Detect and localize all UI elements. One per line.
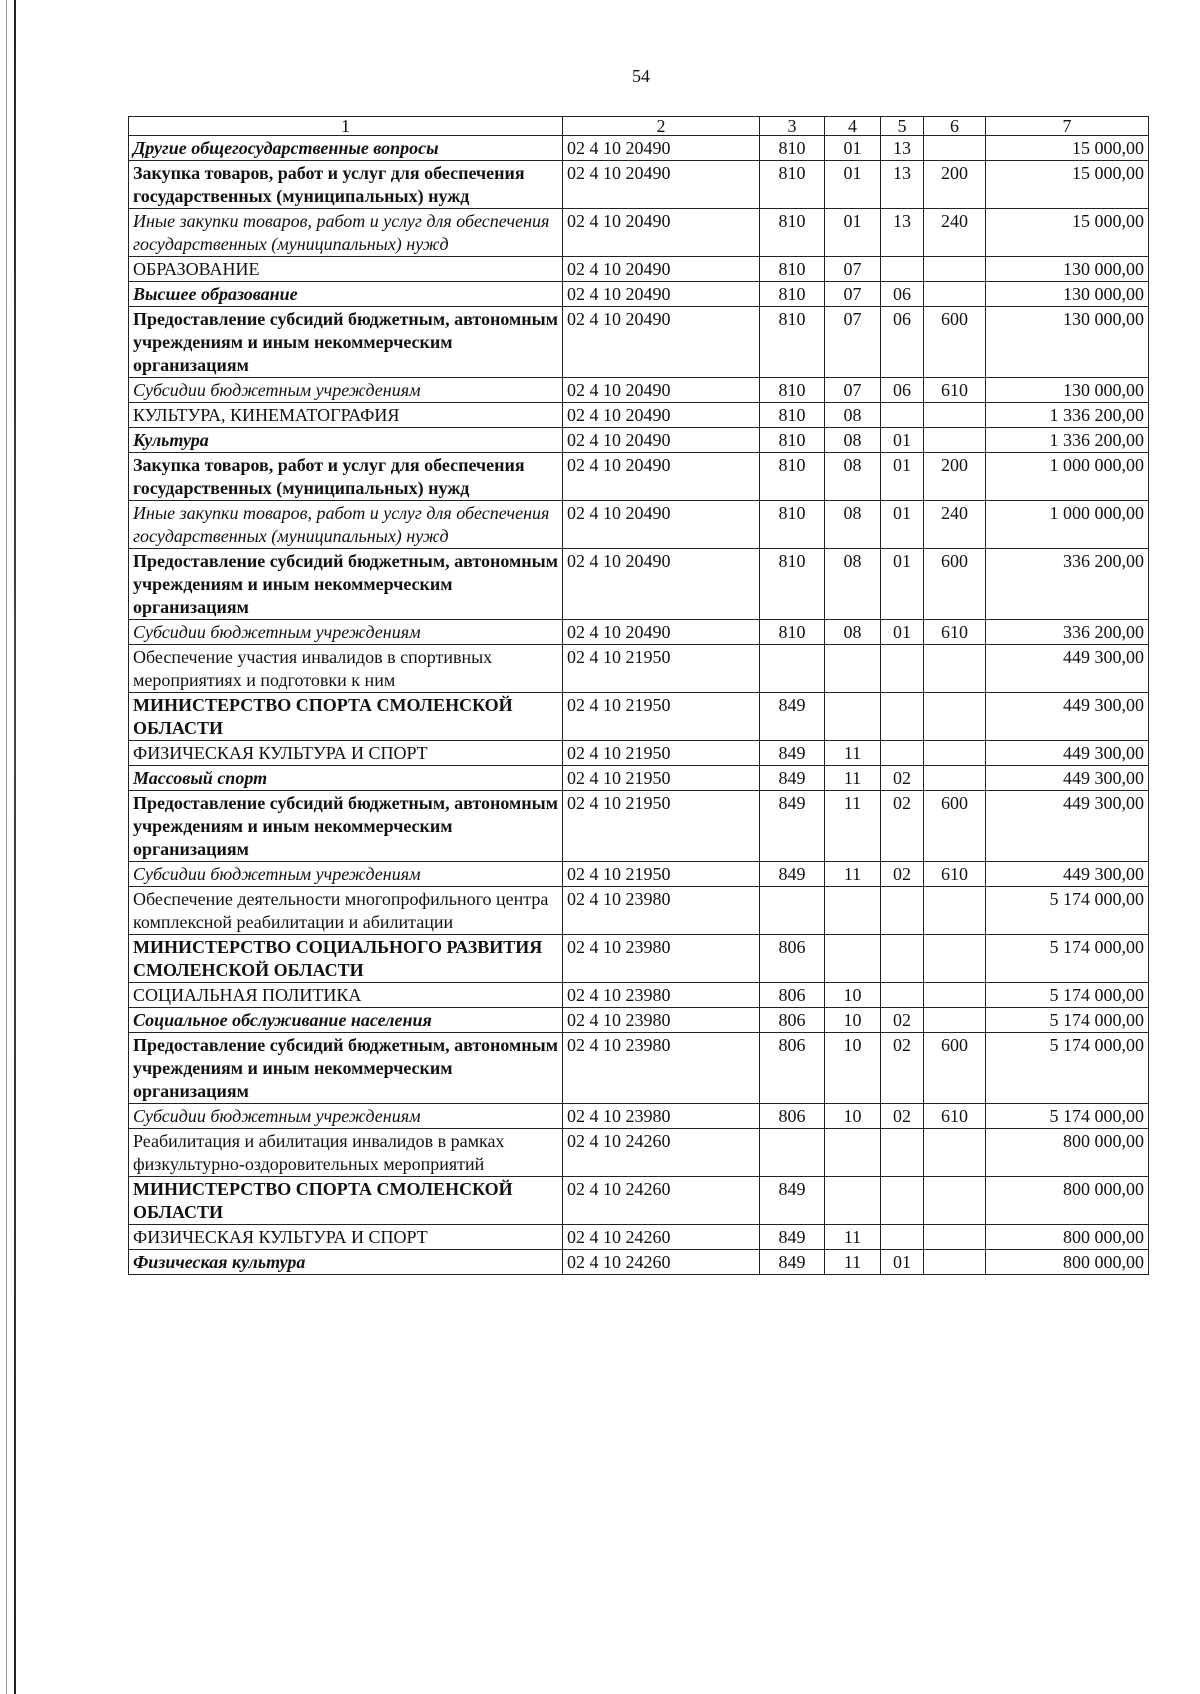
row-col5-cell: 01 [881, 549, 924, 620]
row-col6-cell [924, 1177, 986, 1225]
row-name-cell: ФИЗИЧЕСКАЯ КУЛЬТУРА И СПОРТ [129, 1225, 563, 1250]
row-col3-cell: 810 [760, 428, 825, 453]
row-col5-cell: 01 [881, 428, 924, 453]
table-row [129, 257, 1149, 282]
row-col4-cell: 11 [825, 741, 881, 766]
row-col4-cell: 01 [825, 136, 881, 161]
row-col5-cell: 01 [881, 501, 924, 549]
row-col6-cell [924, 766, 986, 791]
table-row [129, 766, 1149, 791]
row-name-cell: Субсидии бюджетным учреждениям [129, 620, 563, 645]
row-name-cell: Реабилитация и абилитация инвалидов в рамках физкультурно-оздоровительных мероприятий [129, 1129, 563, 1177]
row-col3-cell: 810 [760, 257, 825, 282]
row-col3-cell: 810 [760, 136, 825, 161]
row-amount-cell: 5 174 000,00 [986, 983, 1149, 1008]
row-col5-cell: 01 [881, 1250, 924, 1275]
table-row [129, 136, 1149, 161]
row-col6-cell: 600 [924, 791, 986, 862]
table-row [129, 378, 1149, 403]
row-code-cell: 02 4 10 24260 [563, 1177, 760, 1225]
table-row [129, 1008, 1149, 1033]
budget-table [128, 116, 1149, 1275]
row-col5-cell [881, 935, 924, 983]
row-amount-cell: 800 000,00 [986, 1225, 1149, 1250]
row-col5-cell [881, 983, 924, 1008]
table-row [129, 282, 1149, 307]
row-col3-cell: 806 [760, 1104, 825, 1129]
row-code-cell: 02 4 10 20490 [563, 403, 760, 428]
row-col6-cell [924, 887, 986, 935]
header-cell-1: 1 [129, 117, 563, 136]
row-col5-cell: 02 [881, 862, 924, 887]
row-col5-cell: 01 [881, 620, 924, 645]
row-col4-cell: 11 [825, 766, 881, 791]
row-name-cell: Закупка товаров, работ и услуг для обеспечения государственных (муниципальных) нужд [129, 161, 563, 209]
row-col3-cell: 810 [760, 549, 825, 620]
row-col5-cell: 02 [881, 766, 924, 791]
table-row [129, 307, 1149, 378]
table-row [129, 209, 1149, 257]
row-code-cell: 02 4 10 20490 [563, 620, 760, 645]
row-name-cell: ФИЗИЧЕСКАЯ КУЛЬТУРА И СПОРТ [129, 741, 563, 766]
row-col5-cell: 02 [881, 791, 924, 862]
row-name-cell: СОЦИАЛЬНАЯ ПОЛИТИКА [129, 983, 563, 1008]
table-row [129, 791, 1149, 862]
row-col3-cell: 810 [760, 282, 825, 307]
row-code-cell: 02 4 10 23980 [563, 887, 760, 935]
header-cell-2: 2 [563, 117, 760, 136]
row-amount-cell: 5 174 000,00 [986, 1008, 1149, 1033]
table-row [129, 935, 1149, 983]
table-row [129, 1177, 1149, 1225]
row-code-cell: 02 4 10 20490 [563, 161, 760, 209]
row-name-cell: Обеспечение участия инвалидов в спортивных мероприятиях и подготовки к ним [129, 645, 563, 693]
row-name-cell: Другие общегосударственные вопросы [129, 136, 563, 161]
row-name-cell: ОБРАЗОВАНИЕ [129, 257, 563, 282]
row-col3-cell: 810 [760, 501, 825, 549]
row-col5-cell [881, 257, 924, 282]
row-amount-cell: 1 000 000,00 [986, 501, 1149, 549]
row-code-cell: 02 4 10 20490 [563, 549, 760, 620]
table-row [129, 620, 1149, 645]
row-amount-cell: 1 336 200,00 [986, 403, 1149, 428]
row-col3-cell: 806 [760, 1008, 825, 1033]
table-row [129, 983, 1149, 1008]
row-code-cell: 02 4 10 23980 [563, 1033, 760, 1104]
row-col3-cell: 810 [760, 307, 825, 378]
page-number: 54 [632, 66, 650, 86]
row-col3-cell: 810 [760, 378, 825, 403]
row-code-cell: 02 4 10 20490 [563, 257, 760, 282]
row-name-cell: МИНИСТЕРСТВО СОЦИАЛЬНОГО РАЗВИТИЯ СМОЛЕНСКОЙ ОБЛАСТИ [129, 935, 563, 983]
row-amount-cell: 449 300,00 [986, 645, 1149, 693]
row-name-cell: Закупка товаров, работ и услуг для обеспечения государственных (муниципальных) нужд [129, 453, 563, 501]
row-amount-cell: 336 200,00 [986, 549, 1149, 620]
row-code-cell: 02 4 10 21950 [563, 791, 760, 862]
row-name-cell: МИНИСТЕРСТВО СПОРТА СМОЛЕНСКОЙ ОБЛАСТИ [129, 1177, 563, 1225]
row-amount-cell: 449 300,00 [986, 693, 1149, 741]
header-cell-3: 3 [760, 117, 825, 136]
row-col6-cell [924, 136, 986, 161]
row-col3-cell [760, 887, 825, 935]
row-col4-cell [825, 645, 881, 693]
row-col5-cell: 06 [881, 282, 924, 307]
row-name-cell: Субсидии бюджетным учреждениям [129, 378, 563, 403]
row-amount-cell: 1 336 200,00 [986, 428, 1149, 453]
row-col3-cell: 849 [760, 862, 825, 887]
row-col6-cell: 240 [924, 501, 986, 549]
row-col5-cell: 13 [881, 136, 924, 161]
row-code-cell: 02 4 10 20490 [563, 453, 760, 501]
header-cell-5: 5 [881, 117, 924, 136]
table-row [129, 161, 1149, 209]
row-col5-cell [881, 887, 924, 935]
row-col3-cell [760, 1129, 825, 1177]
row-code-cell: 02 4 10 23980 [563, 935, 760, 983]
row-code-cell: 02 4 10 21950 [563, 766, 760, 791]
row-col4-cell: 10 [825, 1033, 881, 1104]
row-code-cell: 02 4 10 20490 [563, 209, 760, 257]
row-col6-cell: 600 [924, 1033, 986, 1104]
row-code-cell: 02 4 10 24260 [563, 1129, 760, 1177]
row-col4-cell: 07 [825, 378, 881, 403]
row-code-cell: 02 4 10 23980 [563, 1104, 760, 1129]
row-amount-cell: 800 000,00 [986, 1129, 1149, 1177]
scan-binding-edge [14, 0, 16, 1694]
row-col3-cell: 810 [760, 620, 825, 645]
row-name-cell: КУЛЬТУРА, КИНЕМАТОГРАФИЯ [129, 403, 563, 428]
row-col3-cell: 849 [760, 741, 825, 766]
row-amount-cell: 5 174 000,00 [986, 1033, 1149, 1104]
row-code-cell: 02 4 10 20490 [563, 307, 760, 378]
row-col6-cell: 200 [924, 453, 986, 501]
table-row [129, 645, 1149, 693]
row-col3-cell: 849 [760, 1225, 825, 1250]
row-col6-cell [924, 645, 986, 693]
header-cell-6: 6 [924, 117, 986, 136]
row-name-cell: Предоставление субсидий бюджетным, автономным учреждениям и иным некоммерческим организациям [129, 549, 563, 620]
row-col5-cell: 06 [881, 378, 924, 403]
row-col6-cell [924, 282, 986, 307]
row-col6-cell [924, 1129, 986, 1177]
row-code-cell: 02 4 10 20490 [563, 428, 760, 453]
row-amount-cell: 15 000,00 [986, 161, 1149, 209]
table-row [129, 887, 1149, 935]
row-col4-cell: 07 [825, 282, 881, 307]
row-code-cell: 02 4 10 24260 [563, 1225, 760, 1250]
row-col5-cell: 02 [881, 1008, 924, 1033]
header-cell-7: 7 [986, 117, 1149, 136]
row-name-cell: Высшее образование [129, 282, 563, 307]
row-col4-cell: 08 [825, 620, 881, 645]
table-row [129, 1225, 1149, 1250]
table-row [129, 501, 1149, 549]
row-code-cell: 02 4 10 21950 [563, 645, 760, 693]
row-col6-cell: 600 [924, 549, 986, 620]
row-col3-cell: 849 [760, 1177, 825, 1225]
row-col4-cell: 10 [825, 1104, 881, 1129]
row-amount-cell: 130 000,00 [986, 307, 1149, 378]
row-col5-cell [881, 693, 924, 741]
row-code-cell: 02 4 10 20490 [563, 136, 760, 161]
row-col6-cell: 240 [924, 209, 986, 257]
row-name-cell: Предоставление субсидий бюджетным, автономным учреждениям и иным некоммерческим организациям [129, 791, 563, 862]
row-col3-cell: 806 [760, 1033, 825, 1104]
row-col5-cell: 01 [881, 453, 924, 501]
row-col4-cell: 10 [825, 1008, 881, 1033]
row-col6-cell: 610 [924, 378, 986, 403]
row-amount-cell: 130 000,00 [986, 282, 1149, 307]
row-code-cell: 02 4 10 20490 [563, 501, 760, 549]
row-col5-cell: 13 [881, 209, 924, 257]
row-code-cell: 02 4 10 21950 [563, 741, 760, 766]
row-name-cell: Физическая культура [129, 1250, 563, 1275]
table-row [129, 1104, 1149, 1129]
row-name-cell: Предоставление субсидий бюджетным, автономным учреждениям и иным некоммерческим организациям [129, 1033, 563, 1104]
table-body [129, 117, 1149, 1275]
row-col3-cell: 849 [760, 791, 825, 862]
table-row [129, 1033, 1149, 1104]
scan-edge-line [6, 0, 7, 1694]
row-name-cell: Субсидии бюджетным учреждениям [129, 1104, 563, 1129]
row-amount-cell: 449 300,00 [986, 791, 1149, 862]
row-code-cell: 02 4 10 24260 [563, 1250, 760, 1275]
row-code-cell: 02 4 10 20490 [563, 282, 760, 307]
row-name-cell: Массовый спорт [129, 766, 563, 791]
row-col6-cell: 200 [924, 161, 986, 209]
row-col4-cell: 08 [825, 501, 881, 549]
row-col5-cell [881, 403, 924, 428]
row-col4-cell [825, 693, 881, 741]
row-col6-cell [924, 693, 986, 741]
row-col5-cell [881, 1177, 924, 1225]
row-col3-cell: 810 [760, 403, 825, 428]
row-amount-cell: 336 200,00 [986, 620, 1149, 645]
row-col3-cell: 849 [760, 766, 825, 791]
row-col4-cell [825, 887, 881, 935]
row-col6-cell: 600 [924, 307, 986, 378]
row-amount-cell: 15 000,00 [986, 136, 1149, 161]
table-row [129, 862, 1149, 887]
row-col5-cell: 06 [881, 307, 924, 378]
row-col3-cell: 806 [760, 935, 825, 983]
row-name-cell: Иные закупки товаров, работ и услуг для обеспечения государственных (муниципальных) нужд [129, 501, 563, 549]
row-col6-cell: 610 [924, 1104, 986, 1129]
row-col6-cell [924, 1225, 986, 1250]
table-row [129, 549, 1149, 620]
table-row [129, 453, 1149, 501]
row-col5-cell [881, 741, 924, 766]
row-col3-cell [760, 645, 825, 693]
row-col4-cell: 10 [825, 983, 881, 1008]
row-col4-cell: 01 [825, 161, 881, 209]
row-col5-cell: 02 [881, 1104, 924, 1129]
row-amount-cell: 5 174 000,00 [986, 1104, 1149, 1129]
row-name-cell: Социальное обслуживание населения [129, 1008, 563, 1033]
row-name-cell: Культура [129, 428, 563, 453]
row-col4-cell: 11 [825, 1250, 881, 1275]
row-code-cell: 02 4 10 21950 [563, 693, 760, 741]
row-col6-cell [924, 428, 986, 453]
table-row [129, 428, 1149, 453]
row-col6-cell [924, 935, 986, 983]
row-col4-cell [825, 1129, 881, 1177]
row-col6-cell [924, 403, 986, 428]
row-amount-cell: 5 174 000,00 [986, 887, 1149, 935]
row-col5-cell: 02 [881, 1033, 924, 1104]
row-name-cell: Субсидии бюджетным учреждениям [129, 862, 563, 887]
row-code-cell: 02 4 10 20490 [563, 378, 760, 403]
row-col3-cell: 849 [760, 693, 825, 741]
row-col5-cell [881, 1129, 924, 1177]
row-col3-cell: 810 [760, 161, 825, 209]
row-col4-cell: 01 [825, 209, 881, 257]
row-col5-cell [881, 1225, 924, 1250]
row-col4-cell: 08 [825, 403, 881, 428]
row-col4-cell: 11 [825, 791, 881, 862]
table-row [129, 741, 1149, 766]
row-code-cell: 02 4 10 23980 [563, 1008, 760, 1033]
row-col4-cell: 07 [825, 307, 881, 378]
row-col3-cell: 806 [760, 983, 825, 1008]
row-name-cell: Предоставление субсидий бюджетным, автономным учреждениям и иным некоммерческим организациям [129, 307, 563, 378]
row-amount-cell: 800 000,00 [986, 1250, 1149, 1275]
row-amount-cell: 449 300,00 [986, 862, 1149, 887]
row-col4-cell: 08 [825, 428, 881, 453]
row-code-cell: 02 4 10 23980 [563, 983, 760, 1008]
row-name-cell: Иные закупки товаров, работ и услуг для обеспечения государственных (муниципальных) нужд [129, 209, 563, 257]
row-col4-cell: 08 [825, 453, 881, 501]
row-col4-cell: 11 [825, 862, 881, 887]
row-code-cell: 02 4 10 21950 [563, 862, 760, 887]
table-row [129, 403, 1149, 428]
row-col6-cell [924, 741, 986, 766]
row-col4-cell: 11 [825, 1225, 881, 1250]
row-col5-cell [881, 645, 924, 693]
row-col6-cell [924, 983, 986, 1008]
table-row [129, 1250, 1149, 1275]
row-col6-cell [924, 257, 986, 282]
row-col3-cell: 849 [760, 1250, 825, 1275]
row-col5-cell: 13 [881, 161, 924, 209]
row-col4-cell [825, 935, 881, 983]
row-col3-cell: 810 [760, 209, 825, 257]
row-amount-cell: 5 174 000,00 [986, 935, 1149, 983]
row-col4-cell: 08 [825, 549, 881, 620]
row-col4-cell: 07 [825, 257, 881, 282]
row-name-cell: МИНИСТЕРСТВО СПОРТА СМОЛЕНСКОЙ ОБЛАСТИ [129, 693, 563, 741]
row-amount-cell: 15 000,00 [986, 209, 1149, 257]
row-col6-cell [924, 1250, 986, 1275]
header-cell-4: 4 [825, 117, 881, 136]
row-amount-cell: 449 300,00 [986, 741, 1149, 766]
row-col3-cell: 810 [760, 453, 825, 501]
row-col6-cell: 610 [924, 620, 986, 645]
row-amount-cell: 449 300,00 [986, 766, 1149, 791]
header-row [129, 117, 1149, 136]
table-row [129, 693, 1149, 741]
row-col6-cell: 610 [924, 862, 986, 887]
row-amount-cell: 130 000,00 [986, 378, 1149, 403]
table-row [129, 1129, 1149, 1177]
row-col4-cell [825, 1177, 881, 1225]
row-amount-cell: 1 000 000,00 [986, 453, 1149, 501]
row-col6-cell [924, 1008, 986, 1033]
row-amount-cell: 800 000,00 [986, 1177, 1149, 1225]
row-name-cell: Обеспечение деятельности многопрофильного центра комплексной реабилитации и абилитации [129, 887, 563, 935]
row-amount-cell: 130 000,00 [986, 257, 1149, 282]
